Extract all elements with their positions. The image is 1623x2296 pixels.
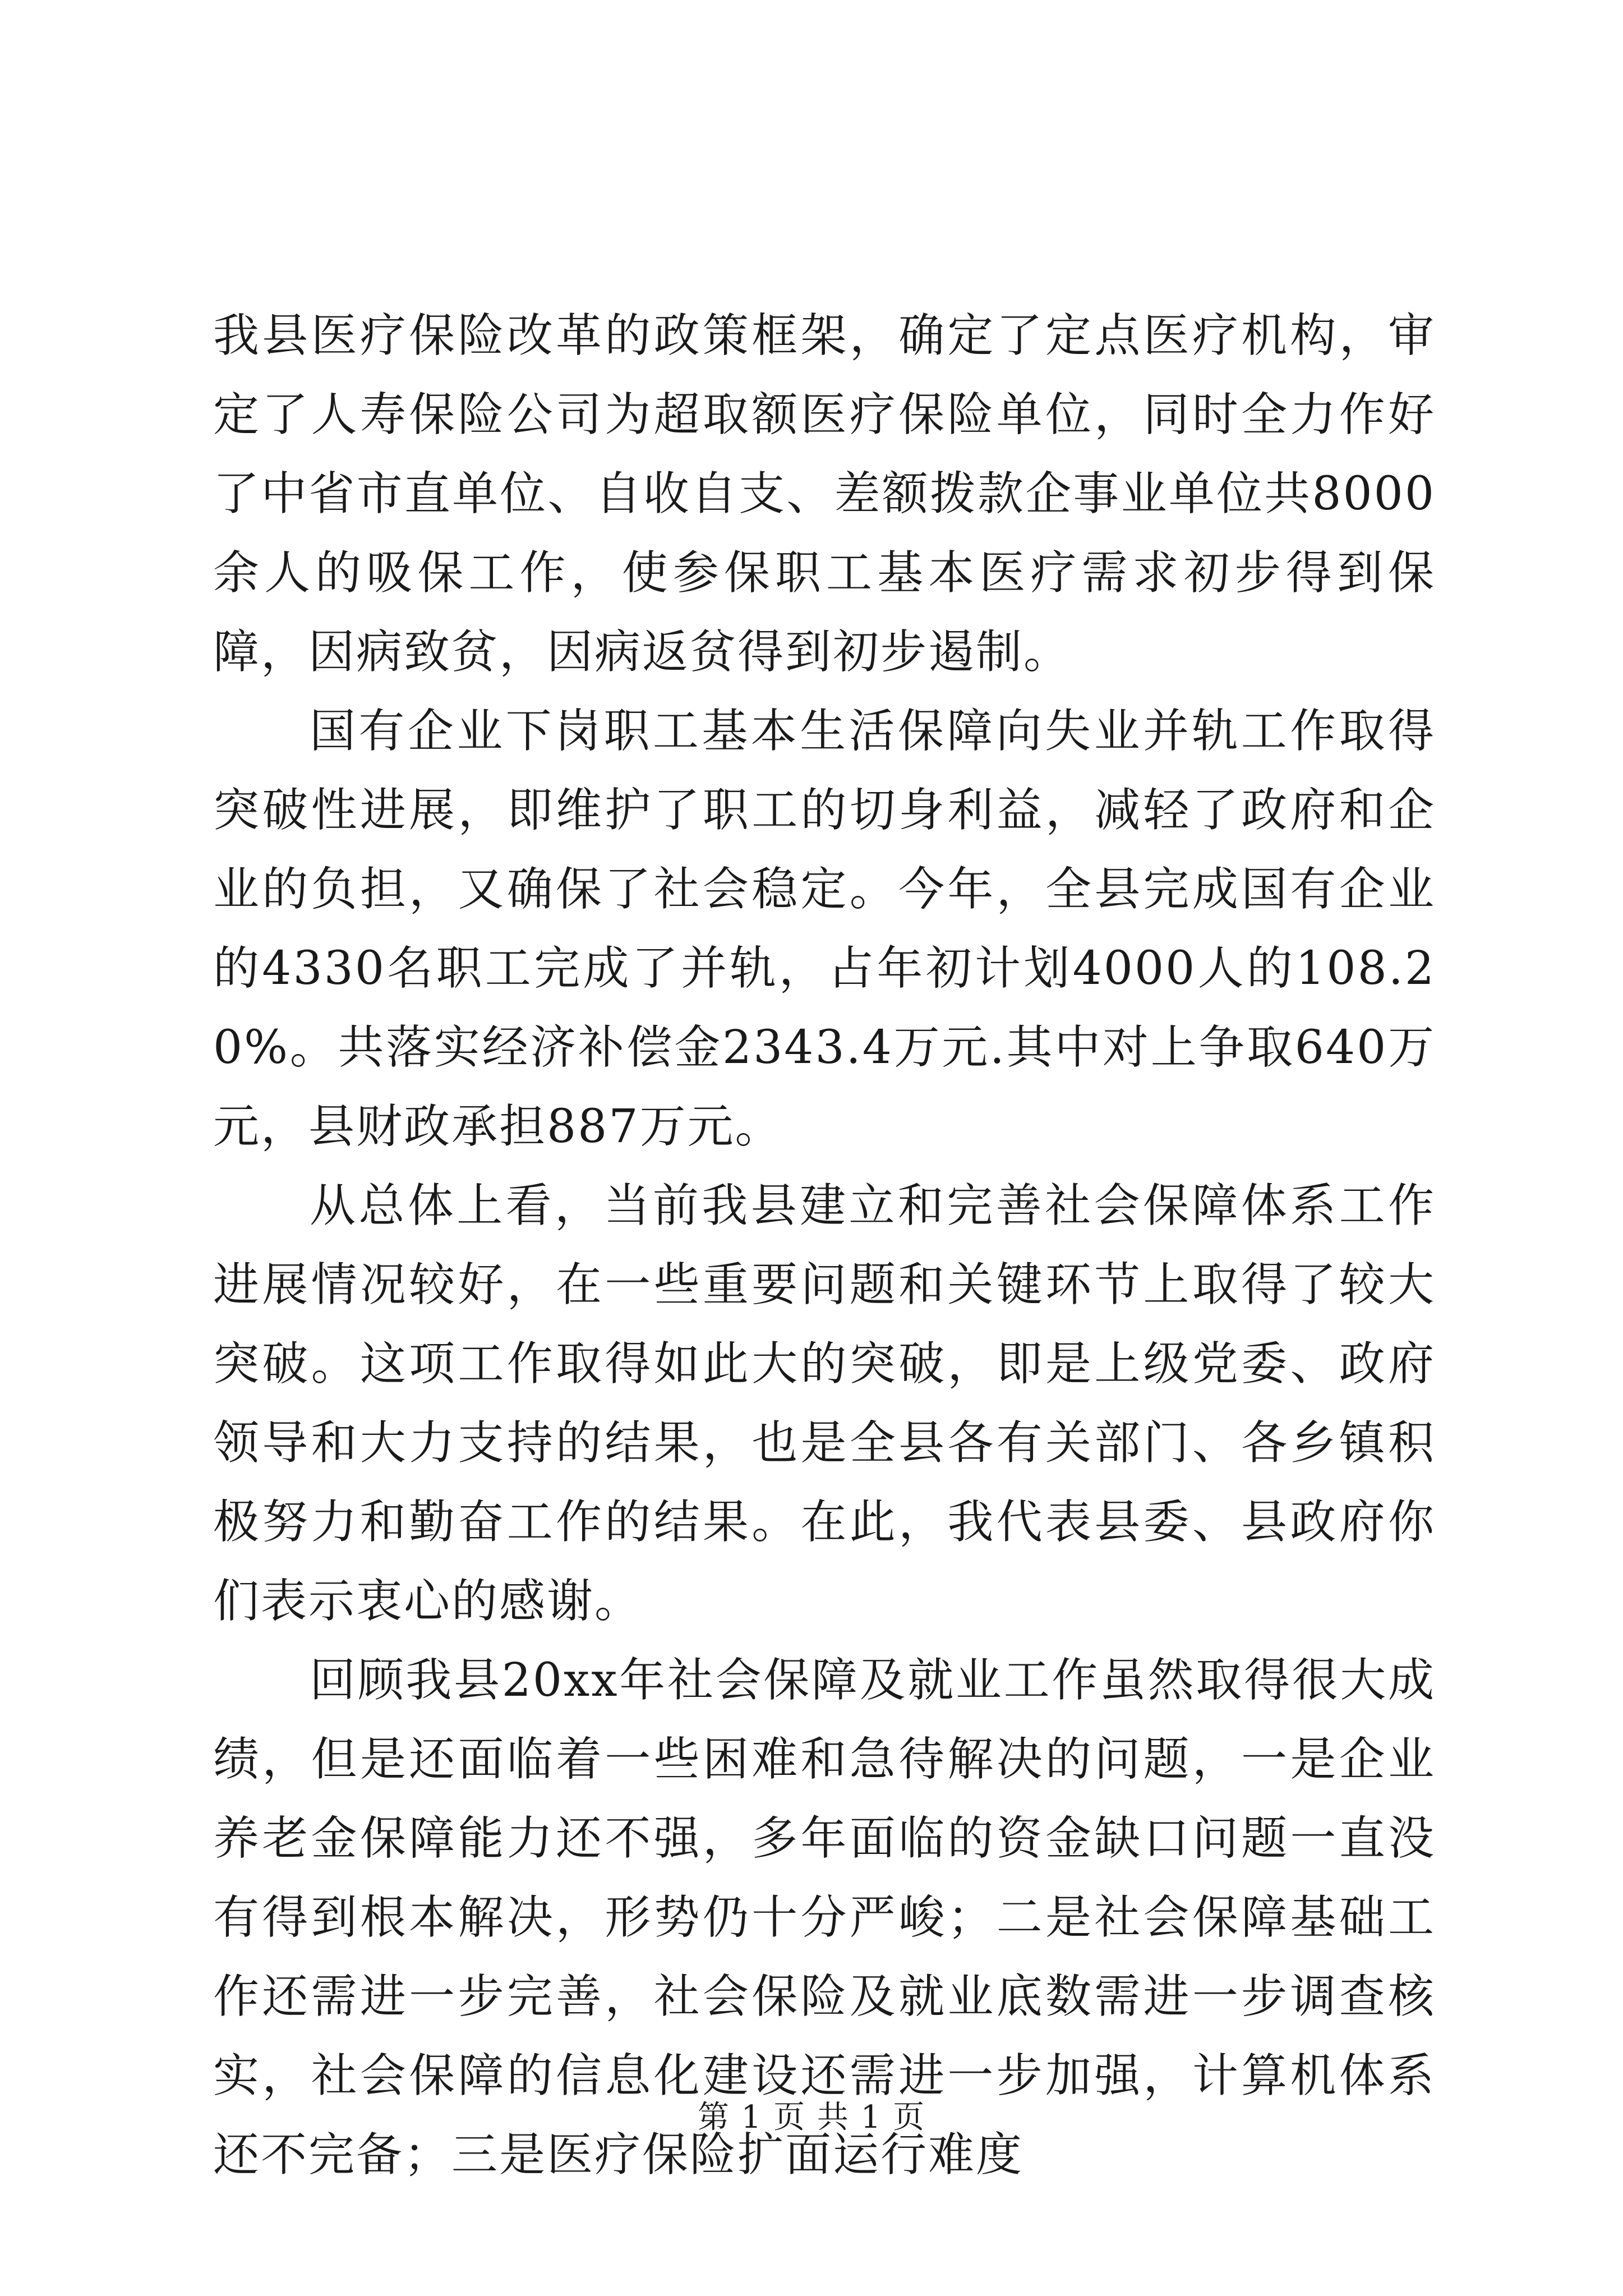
page-footer bbox=[0, 2098, 1623, 2137]
paragraph: 回顾我县20xx年社会保障及就业工作虽然取得很大成绩，但是还面临着一些困难和急待解决的问题，一是企业养老金保障能力还不强，多年面临的资金缺口问题一直没有得到根本解决，形势仍十分严峻；二是社会保障基础工作还需进一步完善，社会保险及就业底数需进一步调查核实，社会保障的信息化建设还需进一步加强，计算机体系还不完备；三是医疗保险扩面运行难度 bbox=[213, 1654, 1436, 2182]
page-number-label: 第 1 页 共 1 页 bbox=[697, 2099, 926, 2136]
paragraph: 从总体上看，当前我县建立和完善社会保障体系工作进展情况较好，在一些重要问题和关键环节上取得了较大突破。这项工作取得如此大的突破，即是上级党委、政府领导和大力支持的结果，也是全县各有关部门、各乡镇积极努力和勤奋工作的结果。在此，我代表县委、县政府你们表示衷心的感谢。 bbox=[213, 1179, 1436, 1628]
document-body bbox=[213, 296, 1436, 2194]
paragraph-continuation: 我县医疗保险改革的政策框架，确定了定点医疗机构，审定了人寿保险公司为超取额医疗保险单位，同时全力作好了中省市直单位、自收自支、差额拨款企事业单位共8000余人的吸保工作，使参保职工基本医疗需求初步得到保障，因病致贫，因病返贫得到初步遏制。 bbox=[213, 309, 1436, 679]
paragraph: 国有企业下岗职工基本生活保障向失业并轨工作取得突破性进展，即维护了职工的切身利益，减轻了政府和企业的负担，又确保了社会稳定。今年，全县完成国有企业的4330名职工完成了并轨，占年初计划4000人的108.20%。共落实经济补偿金2343.4万元.其中对上争取640万元，县财政承担887万元。 bbox=[213, 705, 1436, 1153]
